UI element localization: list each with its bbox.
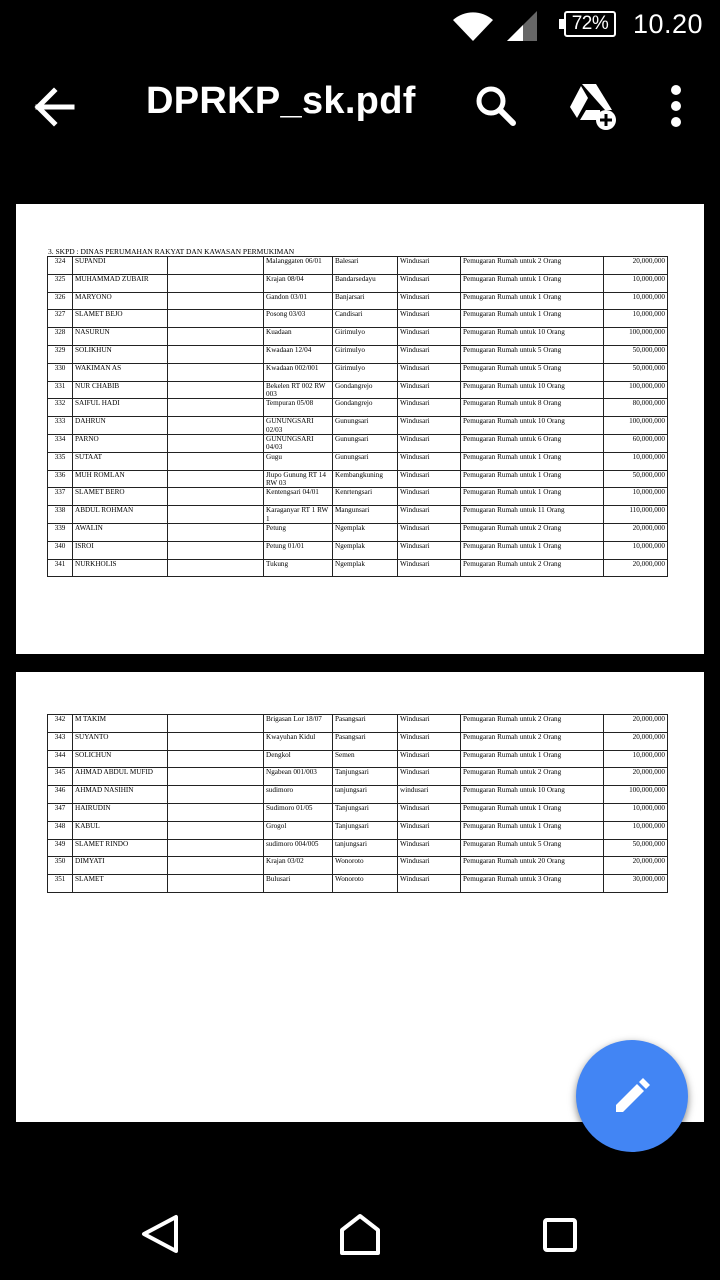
district-cell: Windusari [398,857,461,875]
amount-cell: 10,000,000 [604,541,668,559]
more-vert-icon [664,82,688,130]
program-cell: Pemugaran Rumah untuk 2 Orang [461,768,604,786]
village-cell: Balesari [333,257,398,275]
blank-cell [168,292,264,310]
amount-cell: 10,000,000 [604,452,668,470]
wifi-icon [452,10,494,42]
nav-home-icon[interactable] [336,1212,384,1256]
table-row [48,488,668,506]
program-cell: Pemugaran Rumah untuk 1 Orang [461,821,604,839]
address-cell: Ngabean 001/003 [264,768,333,786]
blank-cell [168,452,264,470]
name-cell: AHMAD NASIHIN [73,786,168,804]
name-cell: NURKHOLIS [73,559,168,577]
blank-cell [168,786,264,804]
row-number-cell: 329 [48,345,73,363]
row-number-cell: 346 [48,786,73,804]
more-options-button[interactable] [664,82,688,130]
add-to-drive-button[interactable] [566,80,618,132]
row-number-cell: 340 [48,541,73,559]
name-cell: SLAMET BERO [73,488,168,506]
program-cell: Pemugaran Rumah untuk 5 Orang [461,839,604,857]
district-cell: Windusari [398,417,461,435]
district-cell: Windusari [398,292,461,310]
table-row [48,345,668,363]
row-number-cell: 325 [48,274,73,292]
edit-fab-button[interactable] [576,1040,688,1152]
status-bar [0,0,720,48]
program-cell: Pemugaran Rumah untuk 10 Orang [461,786,604,804]
amount-cell: 110,000,000 [604,506,668,524]
amount-cell: 10,000,000 [604,488,668,506]
amount-cell: 20,000,000 [604,257,668,275]
amount-cell: 100,000,000 [604,328,668,346]
amount-cell: 20,000,000 [604,857,668,875]
blank-cell [168,857,264,875]
village-cell: Semen [333,750,398,768]
row-number-cell: 332 [48,399,73,417]
district-cell: Windusari [398,363,461,381]
name-cell: SOLIKHUN [73,345,168,363]
address-cell: Kentengsari 04/01 [264,488,333,506]
district-cell: Windusari [398,399,461,417]
address-cell: Tukung [264,559,333,577]
village-cell: Ngemplak [333,559,398,577]
table-row [48,363,668,381]
name-cell: ABDUL ROHMAN [73,506,168,524]
name-cell: ISROI [73,541,168,559]
address-cell: Posong 03/03 [264,310,333,328]
village-cell: Tanjungsari [333,803,398,821]
blank-cell [168,524,264,542]
village-cell: Banjarsari [333,292,398,310]
back-button[interactable] [30,84,80,130]
nav-back-icon[interactable] [140,1214,180,1254]
amount-cell: 20,000,000 [604,715,668,733]
blank-cell [168,839,264,857]
row-number-cell: 350 [48,857,73,875]
program-cell: Pemugaran Rumah untuk 2 Orang [461,257,604,275]
row-number-cell: 345 [48,768,73,786]
table-row [48,559,668,577]
program-cell: Pemugaran Rumah untuk 1 Orang [461,310,604,328]
row-number-cell: 335 [48,452,73,470]
program-cell: Pemugaran Rumah untuk 20 Orang [461,857,604,875]
clock: 10.20 [633,9,704,39]
district-cell: Windusari [398,768,461,786]
district-cell: Windusari [398,524,461,542]
name-cell: NUR CHABIB [73,381,168,399]
program-cell: Pemugaran Rumah untuk 1 Orang [461,292,604,310]
blank-cell [168,328,264,346]
address-cell: Brigasan Lor 18/07 [264,715,333,733]
district-cell: Windusari [398,506,461,524]
table-row [48,328,668,346]
arrow-back-icon [30,84,80,130]
row-number-cell: 347 [48,803,73,821]
district-cell: Windusari [398,470,461,488]
village-cell: Mangunsari [333,506,398,524]
table-row [48,310,668,328]
table-row [48,399,668,417]
blank-cell [168,875,264,893]
blank-cell [168,768,264,786]
village-cell: Tanjungsari [333,821,398,839]
blank-cell [168,417,264,435]
blank-cell [168,274,264,292]
address-cell: Krajan 03/02 [264,857,333,875]
table-row [48,541,668,559]
blank-cell [168,310,264,328]
village-cell: Pasangsari [333,732,398,750]
program-cell: Pemugaran Rumah untuk 1 Orang [461,470,604,488]
amount-cell: 50,000,000 [604,345,668,363]
name-cell: MUHAMMAD ZUBAIR [73,274,168,292]
name-cell: DAHRUN [73,417,168,435]
row-number-cell: 328 [48,328,73,346]
address-cell: Kuadaan [264,328,333,346]
district-cell: Windusari [398,452,461,470]
row-number-cell: 344 [48,750,73,768]
table-row [48,750,668,768]
village-cell: tanjungsari [333,839,398,857]
program-cell: Pemugaran Rumah untuk 10 Orang [461,417,604,435]
address-cell: Petung 01/01 [264,541,333,559]
name-cell: SOLICHUN [73,750,168,768]
district-cell: Windusari [398,821,461,839]
program-cell: Pemugaran Rumah untuk 2 Orang [461,715,604,733]
app-bar [0,56,720,156]
program-cell: Pemugaran Rumah untuk 2 Orang [461,524,604,542]
program-cell: Pemugaran Rumah untuk 1 Orang [461,452,604,470]
name-cell: SUYANTO [73,732,168,750]
district-cell: Windusari [398,381,461,399]
row-number-cell: 343 [48,732,73,750]
name-cell: KABUL [73,821,168,839]
row-number-cell: 334 [48,435,73,453]
amount-cell: 50,000,000 [604,839,668,857]
program-cell: Pemugaran Rumah untuk 5 Orang [461,363,604,381]
program-cell: Pemugaran Rumah untuk 10 Orang [461,381,604,399]
name-cell: SUPANDI [73,257,168,275]
address-cell: Malanggaten 06/01 [264,257,333,275]
signal-icon [506,10,538,42]
amount-cell: 20,000,000 [604,524,668,542]
search-icon [472,82,520,130]
district-cell: Windusari [398,750,461,768]
program-cell: Pemugaran Rumah untuk 8 Orang [461,399,604,417]
district-cell: Windusari [398,732,461,750]
address-cell: Krajan 08/04 [264,274,333,292]
name-cell: AHMAD ABDUL MUFID [73,768,168,786]
amount-cell: 80,000,000 [604,399,668,417]
district-cell: Windusari [398,715,461,733]
program-cell: Pemugaran Rumah untuk 1 Orang [461,803,604,821]
address-cell: Grogol [264,821,333,839]
village-cell: Kenrtengsari [333,488,398,506]
district-cell: Windusari [398,839,461,857]
amount-cell: 20,000,000 [604,732,668,750]
table-row [48,803,668,821]
program-cell: Pemugaran Rumah untuk 1 Orang [461,750,604,768]
amount-cell: 100,000,000 [604,381,668,399]
table-row [48,274,668,292]
name-cell: PARNO [73,435,168,453]
name-cell: MUH ROMLAN [73,470,168,488]
program-cell: Pemugaran Rumah untuk 10 Orang [461,328,604,346]
address-cell: Kwadaan 12/04 [264,345,333,363]
row-number-cell: 327 [48,310,73,328]
program-cell: Pemugaran Rumah untuk 1 Orang [461,274,604,292]
district-cell: Windusari [398,345,461,363]
program-cell: Pemugaran Rumah untuk 1 Orang [461,541,604,559]
table-row [48,839,668,857]
address-cell: GUNUNGSARI 04/03 [264,435,333,453]
table-row [48,381,668,399]
blank-cell [168,750,264,768]
table-row [48,470,668,488]
amount-cell: 10,000,000 [604,310,668,328]
table-row [48,768,668,786]
name-cell: SLAMET [73,875,168,893]
amount-cell: 10,000,000 [604,750,668,768]
amount-cell: 50,000,000 [604,470,668,488]
pencil-icon [612,1076,652,1116]
table-row [48,857,668,875]
village-cell: Bandarsedayu [333,274,398,292]
blank-cell [168,381,264,399]
address-cell: Jlupo Gunung RT 14 RW 03 [264,470,333,488]
district-cell: Windusari [398,328,461,346]
name-cell: HAIRUDIN [73,803,168,821]
district-cell: Windusari [398,257,461,275]
document-section-header: 3. SKPD : DINAS PERUMAHAN RAKYAT DAN KAWASAN PERMUKIMAN [48,247,295,256]
address-cell: Petung [264,524,333,542]
row-number-cell: 324 [48,257,73,275]
name-cell: SLAMET RINDO [73,839,168,857]
program-cell: Pemugaran Rumah untuk 5 Orang [461,345,604,363]
row-number-cell: 326 [48,292,73,310]
row-number-cell: 330 [48,363,73,381]
district-cell: Windusari [398,875,461,893]
navigation-bar [0,1180,720,1280]
blank-cell [168,541,264,559]
row-number-cell: 349 [48,839,73,857]
district-cell: Windusari [398,435,461,453]
beneficiary-table [47,256,668,577]
amount-cell: 20,000,000 [604,768,668,786]
village-cell: Gondangrejo [333,381,398,399]
amount-cell: 10,000,000 [604,292,668,310]
address-cell: GUNUNGSARI 02/03 [264,417,333,435]
table-row [48,732,668,750]
amount-cell: 20,000,000 [604,559,668,577]
program-cell: Pemugaran Rumah untuk 2 Orang [461,559,604,577]
village-cell: Gunungsari [333,417,398,435]
village-cell: Candisari [333,310,398,328]
table-row [48,417,668,435]
name-cell: WAKIMAN AS [73,363,168,381]
blank-cell [168,257,264,275]
village-cell: Ngemplak [333,524,398,542]
nav-recent-icon[interactable] [542,1217,578,1253]
village-cell: Pasangsari [333,715,398,733]
address-cell: Kwayuhan Kidul [264,732,333,750]
village-cell: Kembangkuning [333,470,398,488]
blank-cell [168,821,264,839]
pdf-page-1[interactable] [16,204,704,654]
row-number-cell: 337 [48,488,73,506]
district-cell: Windusari [398,559,461,577]
document-title: DPRKP_sk.pdf [146,80,416,122]
name-cell: M TAKIM [73,715,168,733]
address-cell: Gandon 03/01 [264,292,333,310]
address-cell: sudimoro 004/005 [264,839,333,857]
village-cell: Wonoroto [333,875,398,893]
beneficiary-table [47,714,668,893]
table-row [48,875,668,893]
table-row [48,452,668,470]
village-cell: Gunungsari [333,435,398,453]
blank-cell [168,803,264,821]
address-cell: Sudimoro 01/05 [264,803,333,821]
program-cell: Pemugaran Rumah untuk 2 Orang [461,732,604,750]
blank-cell [168,488,264,506]
address-cell: Bulusari [264,875,333,893]
address-cell: Karaganyar RT 1 RW 1 [264,506,333,524]
table-row [48,435,668,453]
district-cell: Windusari [398,803,461,821]
village-cell: Gondangrejo [333,399,398,417]
table-row [48,715,668,733]
row-number-cell: 342 [48,715,73,733]
blank-cell [168,470,264,488]
search-button[interactable] [472,82,520,130]
row-number-cell: 338 [48,506,73,524]
amount-cell: 10,000,000 [604,274,668,292]
address-cell: Gugu [264,452,333,470]
name-cell: NASURUN [73,328,168,346]
battery-indicator: 72% [564,11,616,37]
blank-cell [168,506,264,524]
address-cell: sudimoro [264,786,333,804]
name-cell: SAIFUL HADI [73,399,168,417]
table-row [48,257,668,275]
table-row [48,821,668,839]
row-number-cell: 341 [48,559,73,577]
blank-cell [168,732,264,750]
district-cell: windusari [398,786,461,804]
name-cell: AWALIN [73,524,168,542]
district-cell: Windusari [398,310,461,328]
address-cell: Dengkol [264,750,333,768]
blank-cell [168,715,264,733]
drive-add-icon [566,80,618,132]
blank-cell [168,345,264,363]
amount-cell: 10,000,000 [604,803,668,821]
name-cell: DIMYATI [73,857,168,875]
village-cell: Girimulyo [333,345,398,363]
village-cell: Girimulyo [333,328,398,346]
district-cell: Windusari [398,274,461,292]
row-number-cell: 339 [48,524,73,542]
table-row [48,292,668,310]
address-cell: Bekelen RT 002 RW 003 [264,381,333,399]
name-cell: SLAMET BEJO [73,310,168,328]
amount-cell: 60,000,000 [604,435,668,453]
program-cell: Pemugaran Rumah untuk 3 Orang [461,875,604,893]
blank-cell [168,559,264,577]
blank-cell [168,363,264,381]
name-cell: SUTAAT [73,452,168,470]
name-cell: MARYONO [73,292,168,310]
village-cell: tanjungsari [333,786,398,804]
table-row [48,524,668,542]
district-cell: Windusari [398,541,461,559]
village-cell: Gunungsari [333,452,398,470]
program-cell: Pemugaran Rumah untuk 6 Orang [461,435,604,453]
amount-cell: 30,000,000 [604,875,668,893]
village-cell: Ngemplak [333,541,398,559]
address-cell: Kwadaan 002/001 [264,363,333,381]
blank-cell [168,435,264,453]
village-cell: Wonoroto [333,857,398,875]
village-cell: Girimulyo [333,363,398,381]
program-cell: Pemugaran Rumah untuk 11 Orang [461,506,604,524]
row-number-cell: 348 [48,821,73,839]
amount-cell: 100,000,000 [604,417,668,435]
table-row [48,506,668,524]
district-cell: Windusari [398,488,461,506]
amount-cell: 100,000,000 [604,786,668,804]
address-cell: Tempuran 05/08 [264,399,333,417]
table-row [48,786,668,804]
row-number-cell: 331 [48,381,73,399]
row-number-cell: 351 [48,875,73,893]
amount-cell: 50,000,000 [604,363,668,381]
blank-cell [168,399,264,417]
row-number-cell: 336 [48,470,73,488]
program-cell: Pemugaran Rumah untuk 1 Orang [461,488,604,506]
amount-cell: 10,000,000 [604,821,668,839]
village-cell: Tanjungsari [333,768,398,786]
row-number-cell: 333 [48,417,73,435]
